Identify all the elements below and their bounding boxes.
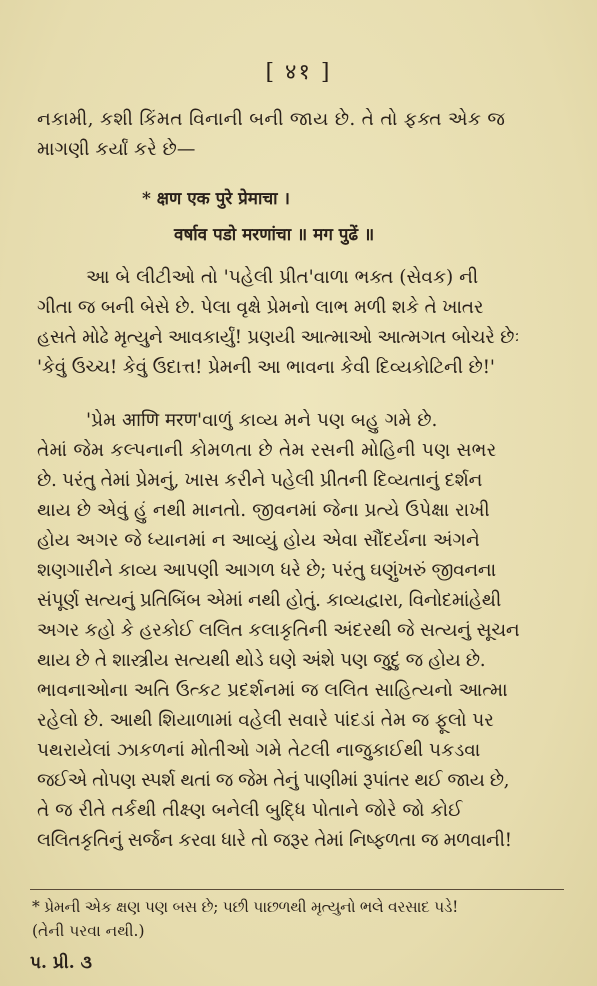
text-line: પથરાયેલાં ઝાકળનાં મોતીઓ ગમે તેટલી નાજુકાઈથી પકડવા xyxy=(37,740,481,761)
text-line: આ બે લીટીઓ તો 'પહેલી પ્રીત'વાળા ભક્ત (સેવક) ની xyxy=(86,267,479,288)
signature-mark: પ. પ્રી. ૩ xyxy=(30,953,92,973)
text-line: હોય અગર જે ધ્યાનમાં ન આવ્યું હોય એવા સૌંદર્યના અંગને xyxy=(37,530,480,551)
text-line: તે જ રીતે તર્કથી તીક્ષ્ણ બનેલી બુદ્ધિ પોતાને જોરે જો કોઈ xyxy=(37,800,463,821)
text-line: રહેલો છે. આથી શિયાળામાં વહેલી સવારે પાંદડાં તેમ જ ફૂલો પર xyxy=(37,710,494,731)
footnote-line: (તેની પરવા નથી.) xyxy=(32,922,145,940)
text-line: હસતે મોઢે મૃત્યુને આવકાર્યું! પ્રણયી આત્માઓ આત્મગત બોચરે છેઃ xyxy=(37,327,520,348)
text-line: ગીતા જ બની બેસે છે. પેલા વૃક્ષે પ્રેમનો લાભ મળી શકે તે ખાતર xyxy=(37,297,484,318)
text-line: અગર કહો કે હરકોઈ લલિત કલાકૃતિની અંદરથી જે સત્યનું સૂચન xyxy=(37,620,520,641)
text-line: 'કેવું ઉચ્ચ! કેવું ઉદાત્ત! પ્રેમની આ ભાવના કેવી દિવ્યકોટિની છે!' xyxy=(37,357,495,378)
text-line: તેમાં જેમ કલ્પનાની કોમળતા છે તેમ રસની મોહિની પણ સભર xyxy=(37,440,497,461)
text-line: જઈએ તોપણ સ્પર્શ થતાં જ જેમ તેનું પાણીમાં રૂપાંતર થઈ જાય છે, xyxy=(37,770,509,791)
text-line: લલિતકૃતિનું સર્જન કરવા ધારે તો જરૂર તેમાં નિષ્ફળતા જ મળવાની! xyxy=(37,830,512,851)
text-line: શણગારીને કાવ્ય આપણી આગળ ધરે છે; પરંતુ ઘણુંખરું જીવનના xyxy=(37,560,496,581)
verse-line: वर्षाव पडो मरणांचा ॥ मग पुढें ॥ xyxy=(174,225,375,245)
text-line: છે. પરંતુ તેમાં પ્રેમનું, ખાસ કરીને પહેલી પ્રીતની દિવ્યતાનું દર્શન xyxy=(37,470,483,491)
footnote-divider xyxy=(30,889,564,890)
verse-line: * क्षण एक पुरे प्रेमाचा । xyxy=(142,189,290,209)
text-line: ભાવનાઓના અતિ ઉત્કટ પ્રદર્શનમાં જ લલિત સાહિત્યનો આત્મા xyxy=(37,680,508,701)
text-line: થાય છે એવું હું નથી માનતો. જીવનમાં જેના પ્રત્યે ઉપેક્ષા રાખી xyxy=(37,500,490,521)
text-line: 'પ્રેમ आणि मरण'વાળું કાવ્ય મને પણ બહુ ગમે છે. xyxy=(86,410,438,431)
text-line: માગણી કર્યાં કરે છે— xyxy=(37,139,196,160)
footnote-line: * પ્રેમની એક ક્ષણ પણ બસ છે; પછી પાછળથી મૃત્યુનો ભલે વરસાદ પડે! xyxy=(32,898,459,916)
text-line: થાય છે તે શાસ્ત્રીય સત્યથી થોડે ઘણે અંશે પણ જુદું જ હોય છે. xyxy=(37,650,486,671)
page-number: [ ४१ ] xyxy=(265,60,332,85)
text-line: નકામી, કશી કિંમત વિનાની બની જાય છે. તે તો ફક્ત એક જ xyxy=(37,109,506,130)
text-line: સંપૂર્ણ સત્યનું પ્રતિબિંબ એમાં નથી હોતું. કાવ્યદ્વારા, વિનોદમાંહેથી xyxy=(37,590,501,611)
